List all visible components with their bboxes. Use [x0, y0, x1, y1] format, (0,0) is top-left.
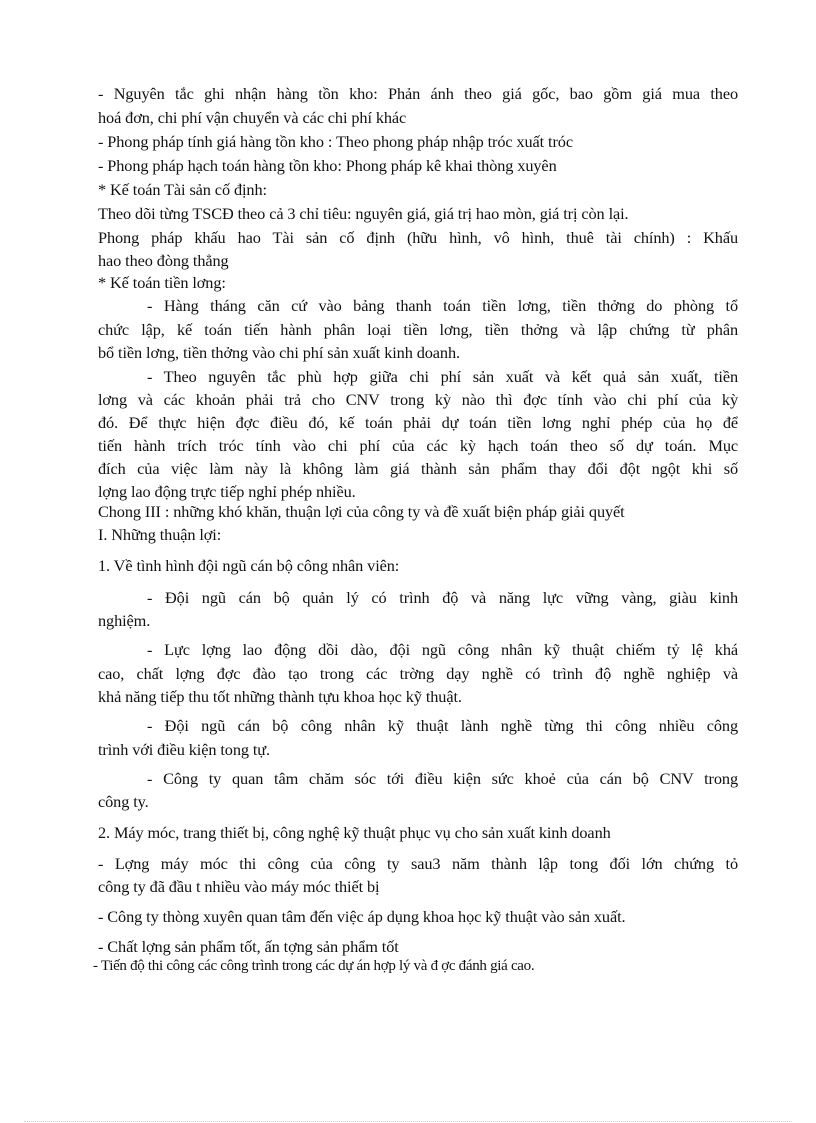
text-line: nghiệm. [98, 611, 151, 630]
text-line: hoá đơn, chi phí vận chuyển và các chi phí khác [98, 108, 407, 127]
text-line: bổ tiền lơng, tiền thởng vào chi phí sản xuất kinh doanh. [98, 343, 460, 362]
text-line: tiến hành trích tróc tính vào chi phí của các kỳ hạch toán theo số dự toán. Mục [98, 436, 738, 455]
text-line: - Hàng tháng căn cứ vào bảng thanh toán tiền lơng, tiền thởng do phòng tổ [147, 296, 738, 315]
text-line: Phong pháp khấu hao Tài sản cố định (hữu hình, vô hình, thuê tài chính) : Khấu [98, 228, 738, 247]
text-line: đó. Để thực hiện đợc điều đó, kế toán phải dự toán tiền lơng nghỉ phép của họ để [98, 413, 738, 432]
text-line: công ty. [98, 792, 149, 811]
text-line: cao, chất lợng đợc đào tạo trong các trờng dạy nghề có trình độ nghề nghiệp và [98, 664, 738, 683]
text-line: lơng và các khoản phải trả cho CNV trong kỳ nào thì đợc tính vào chi phí của kỳ [98, 390, 738, 409]
text-line: hao theo đòng thẳng [98, 251, 229, 270]
text-line: đích của việc làm này là không làm giá thành sản phẩm thay đổi đột ngột khi số [98, 459, 738, 478]
text-line: lợng lao động trực tiếp nghỉ phép nhiều. [98, 482, 356, 501]
text-line: - Công ty thòng xuyên quan tâm đến việc áp dụng khoa học kỹ thuật vào sản xuất. [98, 907, 626, 926]
text-line: - Đội ngũ cán bộ công nhân kỹ thuật lành nghề từng thi công nhiều công [147, 716, 738, 735]
text-line: - Phong pháp tính giá hàng tồn kho : Theo phong pháp nhập tróc xuất tróc [98, 132, 573, 151]
subsection-heading: 2. Máy móc, trang thiết bị, công nghệ kỹ thuật phục vụ cho sản xuất kinh doanh [98, 823, 611, 842]
text-line: - Tiến độ thi công các công trình trong các dự án hợp lý và đ ợc đánh giá cao. [93, 958, 535, 974]
chapter-heading: Chong III : những khó khăn, thuận lợi của công ty và đề xuất biện pháp giải quyết [98, 502, 625, 521]
text-line: - Theo nguyên tắc phù hợp giữa chi phí sản xuất và kết quả sản xuất, tiền [147, 367, 738, 386]
text-line: trình với điều kiện tong tự. [98, 740, 271, 759]
text-line: - Phong pháp hạch toán hàng tồn kho: Phong pháp kê khai thòng xuyên [98, 156, 557, 175]
text-line: - Đội ngũ cán bộ quản lý có trình độ và năng lực vững vàng, giàu kinh [147, 588, 738, 607]
text-line: Theo dõi từng TSCĐ theo cả 3 chỉ tiêu: nguyên giá, giá trị hao mòn, giá trị còn lại. [98, 204, 629, 223]
text-line: - Nguyên tắc ghi nhận hàng tồn kho: Phản ánh theo giá gốc, bao gồm giá mua theo [98, 84, 738, 103]
section-heading: * Kế toán Tài sản cố định: [98, 180, 267, 199]
text-line: khả năng tiếp thu tốt những thành tựu khoa học kỹ thuật. [98, 687, 462, 706]
text-line: chức lập, kế toán tiến hành phân loại tiền lơng, tiền thởng và lập chứng từ phân [98, 320, 738, 339]
text-line: - Chất lợng sản phẩm tốt, ấn tợng sản phẩm tốt [98, 937, 399, 956]
text-line: - Lực lợng lao động dồi dào, đội ngũ công nhân kỹ thuật chiếm tỷ lệ khá [147, 640, 738, 659]
subsection-heading: 1. Về tình hình đội ngũ cán bộ công nhân viên: [98, 556, 400, 575]
page-edge-divider [24, 1121, 792, 1122]
section-heading: * Kế toán tiền lơng: [98, 273, 226, 292]
text-line: công ty đã đầu t nhiều vào máy móc thiết bị [98, 877, 380, 896]
section-heading: I. Những thuận lợi: [98, 525, 222, 544]
text-line: - Công ty quan tâm chăm sóc tới điều kiện sức khoẻ của cán bộ CNV trong [147, 769, 738, 788]
text-line: - Lợng máy móc thi công của công ty sau3 năm thành lập tong đối lớn chứng tỏ [98, 854, 738, 873]
